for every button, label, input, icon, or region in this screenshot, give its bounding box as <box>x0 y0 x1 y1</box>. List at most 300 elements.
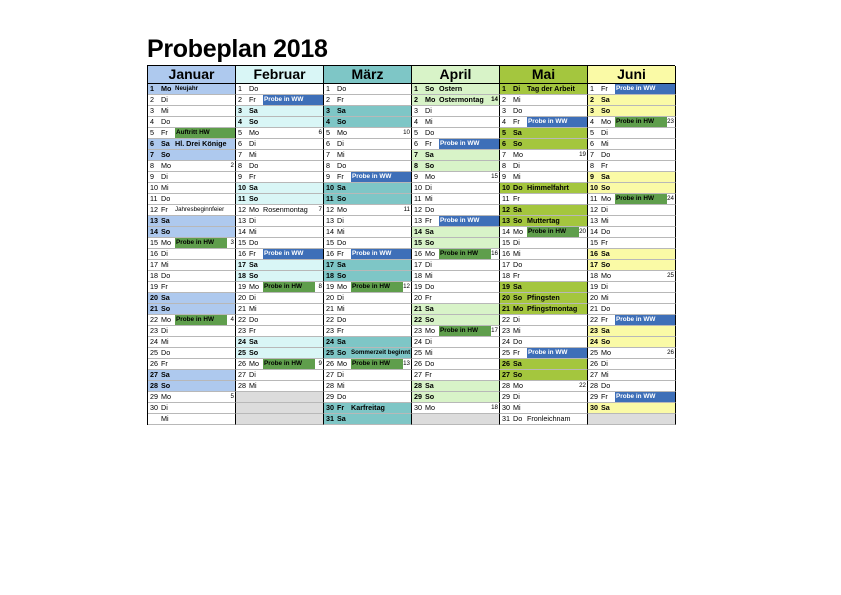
day-number: 30 <box>150 403 158 412</box>
weekday-name: Mi <box>425 194 433 203</box>
weekday-name: Mi <box>337 227 345 236</box>
weekday-name: Mi <box>513 326 521 335</box>
weekday-name: Fr <box>249 95 256 104</box>
day-cell <box>412 381 500 392</box>
day-number: 6 <box>414 139 418 148</box>
weekday-name: Di <box>425 183 432 192</box>
day-number: 3 <box>414 106 418 115</box>
day-number: 5 <box>326 128 330 137</box>
day-cell <box>500 403 588 414</box>
week-number: 16 <box>491 250 498 257</box>
week-number: 14 <box>491 96 498 103</box>
weekday-name: Di <box>513 238 520 247</box>
weekday-name: So <box>425 315 435 324</box>
weekday-name: Fr <box>513 117 520 126</box>
day-number: 28 <box>238 381 246 390</box>
day-number: 17 <box>326 260 334 269</box>
day-cell <box>412 260 500 271</box>
day-cell <box>500 392 588 403</box>
day-cell <box>500 293 588 304</box>
event-badge: Probe in WW <box>263 249 323 259</box>
day-cell <box>412 337 500 348</box>
weekday-name: Sa <box>161 216 170 225</box>
weekday-name: Fr <box>337 403 345 412</box>
day-number: 28 <box>502 381 510 390</box>
day-number: 5 <box>414 128 418 137</box>
weekday-name: So <box>425 392 435 401</box>
day-cell <box>588 359 676 370</box>
day-cell <box>588 370 676 381</box>
weekday-name: Sa <box>337 106 346 115</box>
day-cell <box>412 293 500 304</box>
day-cell <box>412 117 500 128</box>
month-header-apr: April <box>412 66 500 84</box>
day-cell <box>324 161 412 172</box>
weekday-name: Di <box>249 293 256 302</box>
day-cell <box>324 271 412 282</box>
weekday-name: Fr <box>513 194 520 203</box>
day-number: 6 <box>238 139 242 148</box>
day-number: 19 <box>326 282 334 291</box>
day-number: 26 <box>590 359 598 368</box>
day-cell <box>324 84 412 95</box>
weekday-name: Di <box>337 293 344 302</box>
week-number: 2 <box>230 162 234 169</box>
day-cell <box>588 84 676 95</box>
day-number: 8 <box>414 161 418 170</box>
day-number: 4 <box>150 117 154 126</box>
day-cell <box>412 150 500 161</box>
weekday-name: Mo <box>249 128 259 137</box>
day-cell <box>500 238 588 249</box>
weekday-name: Sa <box>161 293 170 302</box>
week-number: 13 <box>403 360 410 367</box>
weekday-name: Do <box>161 271 171 280</box>
weekday-name: Fr <box>425 293 432 302</box>
day-number: 15 <box>502 238 510 247</box>
weekday-name: Mo <box>425 172 435 181</box>
day-cell <box>236 238 324 249</box>
day-cell <box>412 315 500 326</box>
event-badge: Probe in HW <box>263 282 315 292</box>
day-number: 8 <box>150 161 154 170</box>
weekday-name: Di <box>425 260 432 269</box>
weekday-name: Mi <box>161 106 169 115</box>
weekday-name: Mi <box>513 172 521 181</box>
day-cell <box>324 370 412 381</box>
day-number: 22 <box>502 315 510 324</box>
day-cell <box>324 359 412 370</box>
day-cell <box>324 304 412 315</box>
day-cell <box>236 139 324 150</box>
day-number: 22 <box>238 315 246 324</box>
day-cell <box>500 381 588 392</box>
day-number: 8 <box>238 161 242 170</box>
weekday-name: Mi <box>601 293 609 302</box>
weekday-name: So <box>249 194 259 203</box>
day-number: 22 <box>150 315 158 324</box>
weekday-name: Mo <box>425 326 435 335</box>
weekday-name: Di <box>249 216 256 225</box>
day-number: 29 <box>414 392 422 401</box>
day-cell <box>324 282 412 293</box>
day-number: 6 <box>326 139 330 148</box>
weekday-name: So <box>601 337 611 346</box>
weekday-name: Mo <box>513 227 523 236</box>
weekday-name: Sa <box>425 150 434 159</box>
day-number: 2 <box>238 95 242 104</box>
weekday-name: Sa <box>337 337 346 346</box>
day-number: 2 <box>150 95 154 104</box>
day-cell <box>588 249 676 260</box>
weekday-name: Di <box>161 95 168 104</box>
day-number: 27 <box>150 370 158 379</box>
day-number: 11 <box>502 194 510 203</box>
week-number: 15 <box>491 173 498 180</box>
day-number: 28 <box>590 381 598 390</box>
day-number: 19 <box>150 282 158 291</box>
event-badge: Probe in HW <box>527 227 579 237</box>
day-cell <box>236 183 324 194</box>
weekday-name: Fr <box>425 370 432 379</box>
day-number: 29 <box>590 392 598 401</box>
day-cell <box>500 348 588 359</box>
day-cell <box>412 95 500 106</box>
day-number: 18 <box>502 271 510 280</box>
day-cell <box>412 304 500 315</box>
weekday-name: So <box>337 117 347 126</box>
day-cell <box>412 370 500 381</box>
day-number: 9 <box>502 172 506 181</box>
weekday-name: Sa <box>425 381 434 390</box>
day-cell <box>324 95 412 106</box>
weekday-name: Di <box>249 370 256 379</box>
week-number: 20 <box>579 228 586 235</box>
day-cell <box>236 381 324 392</box>
day-number: 23 <box>238 326 246 335</box>
day-number: 19 <box>238 282 246 291</box>
day-cell <box>588 414 676 425</box>
week-number: 7 <box>318 206 322 213</box>
month-header-jun: Juni <box>588 66 676 84</box>
day-number: 17 <box>238 260 246 269</box>
weekday-name: Di <box>337 216 344 225</box>
day-cell <box>588 271 676 282</box>
weekday-name: Sa <box>601 326 610 335</box>
weekday-name: Mo <box>425 249 435 258</box>
day-number: 22 <box>414 315 422 324</box>
month-column-apr <box>412 66 500 425</box>
week-number: 9 <box>318 360 322 367</box>
holiday-label: Sommerzeit beginnt <box>351 349 411 356</box>
weekday-name: Mo <box>161 238 171 247</box>
day-number: 23 <box>502 326 510 335</box>
weekday-name: Fr <box>249 172 256 181</box>
weekday-name: So <box>249 271 259 280</box>
day-cell <box>148 315 236 326</box>
day-cell <box>412 227 500 238</box>
day-cell <box>324 117 412 128</box>
day-number: 19 <box>590 282 598 291</box>
day-cell <box>236 326 324 337</box>
day-number: 8 <box>326 161 330 170</box>
day-cell <box>500 150 588 161</box>
weekday-name: So <box>337 271 347 280</box>
day-cell <box>588 304 676 315</box>
weekday-name: Di <box>425 337 432 346</box>
day-number: 16 <box>150 249 158 258</box>
day-cell <box>236 150 324 161</box>
weekday-name: Fr <box>425 139 432 148</box>
day-cell <box>500 161 588 172</box>
holiday-label: Pfingstmontag <box>527 304 578 313</box>
weekday-name: Di <box>337 370 344 379</box>
day-cell <box>324 128 412 139</box>
day-number: 27 <box>238 370 246 379</box>
day-number: 24 <box>414 337 422 346</box>
day-cell <box>324 172 412 183</box>
day-cell <box>236 359 324 370</box>
day-number: 1 <box>150 84 154 93</box>
day-number: 12 <box>238 205 246 214</box>
weekday-name: Fr <box>601 238 608 247</box>
day-cell <box>148 414 236 425</box>
day-number: 30 <box>326 403 334 412</box>
weekday-name: Sa <box>249 183 258 192</box>
day-cell <box>588 260 676 271</box>
day-number: 1 <box>590 84 594 93</box>
day-number: 18 <box>150 271 158 280</box>
day-cell <box>236 205 324 216</box>
day-cell <box>588 95 676 106</box>
weekday-name: Fr <box>249 249 256 258</box>
holiday-label: Ostern <box>439 84 463 93</box>
day-cell <box>500 84 588 95</box>
week-number: 22 <box>579 382 586 389</box>
day-number: 24 <box>502 337 510 346</box>
day-cell <box>324 183 412 194</box>
day-number: 26 <box>414 359 422 368</box>
day-cell <box>588 348 676 359</box>
weekday-name: So <box>161 304 171 313</box>
weekday-name: Do <box>601 381 611 390</box>
day-number: 13 <box>590 216 598 225</box>
day-cell <box>324 348 412 359</box>
week-number: 19 <box>579 151 586 158</box>
weekday-name: Fr <box>337 326 344 335</box>
day-cell <box>500 194 588 205</box>
day-cell <box>324 249 412 260</box>
day-number: 2 <box>326 95 330 104</box>
weekday-name: Do <box>425 282 435 291</box>
weekday-name: Sa <box>249 106 258 115</box>
day-number: 30 <box>414 403 422 412</box>
day-cell <box>588 194 676 205</box>
day-cell <box>588 227 676 238</box>
day-number: 6 <box>150 139 154 148</box>
day-cell <box>148 392 236 403</box>
day-cell <box>500 282 588 293</box>
day-cell <box>500 249 588 260</box>
day-cell <box>148 370 236 381</box>
day-number: 16 <box>590 249 598 258</box>
day-number: 12 <box>502 205 510 214</box>
month-column-mar <box>324 66 412 425</box>
weekday-name: Do <box>601 227 611 236</box>
day-cell <box>500 205 588 216</box>
day-number: 29 <box>326 392 334 401</box>
day-number: 15 <box>326 238 334 247</box>
day-number: 14 <box>238 227 246 236</box>
day-cell <box>148 139 236 150</box>
event-badge: Probe in WW <box>351 172 411 182</box>
day-cell <box>500 304 588 315</box>
holiday-label: Himmelfahrt <box>527 183 569 192</box>
day-cell <box>236 84 324 95</box>
day-number: 13 <box>238 216 246 225</box>
day-number: 14 <box>414 227 422 236</box>
day-cell <box>500 216 588 227</box>
weekday-name: Fr <box>601 84 608 93</box>
day-number: 20 <box>590 293 598 302</box>
week-number: 12 <box>403 283 410 290</box>
week-number: 11 <box>403 206 410 213</box>
day-number: 17 <box>502 260 510 269</box>
day-cell <box>500 260 588 271</box>
day-cell <box>412 359 500 370</box>
event-badge: Probe in HW <box>263 359 315 369</box>
weekday-name: Mo <box>513 381 523 390</box>
day-cell <box>236 403 324 414</box>
day-number: 23 <box>590 326 598 335</box>
weekday-name: Do <box>249 238 259 247</box>
month-header-jan: Januar <box>148 66 236 84</box>
weekday-name: Fr <box>601 392 608 401</box>
day-cell <box>148 260 236 271</box>
weekday-name: Mo <box>337 205 347 214</box>
day-cell <box>500 183 588 194</box>
day-cell <box>412 139 500 150</box>
week-number: 5 <box>230 393 234 400</box>
day-number: 28 <box>150 381 158 390</box>
day-number: 25 <box>326 348 334 357</box>
weekday-name: So <box>601 260 611 269</box>
day-number: 23 <box>326 326 334 335</box>
holiday-label: Tag der Arbeit <box>527 84 575 93</box>
weekday-name: Mi <box>513 249 521 258</box>
day-cell <box>148 381 236 392</box>
weekday-name: Mo <box>601 271 611 280</box>
day-number: 27 <box>414 370 422 379</box>
day-number: 10 <box>590 183 598 192</box>
day-number: 12 <box>150 205 158 214</box>
month-header-mar: März <box>324 66 412 84</box>
day-number: 16 <box>326 249 334 258</box>
weekday-name: Fr <box>601 161 608 170</box>
day-cell <box>236 271 324 282</box>
day-number: 10 <box>326 183 334 192</box>
day-cell <box>324 414 412 425</box>
weekday-name: So <box>425 161 435 170</box>
day-cell <box>236 161 324 172</box>
day-cell <box>236 128 324 139</box>
weekday-name: So <box>513 216 523 225</box>
weekday-name: Mi <box>601 139 609 148</box>
day-cell <box>412 348 500 359</box>
week-number: 23 <box>667 118 674 125</box>
day-cell <box>588 183 676 194</box>
day-cell <box>500 414 588 425</box>
day-number: 18 <box>238 271 246 280</box>
event-badge: Probe in WW <box>439 139 499 149</box>
day-cell <box>324 403 412 414</box>
day-cell <box>324 315 412 326</box>
weekday-name: Mi <box>425 117 433 126</box>
day-cell <box>500 326 588 337</box>
weekday-name: Mi <box>513 95 521 104</box>
day-cell <box>148 150 236 161</box>
day-number: 18 <box>326 271 334 280</box>
day-cell <box>500 227 588 238</box>
day-cell <box>324 238 412 249</box>
day-cell <box>148 161 236 172</box>
day-cell <box>236 304 324 315</box>
day-cell <box>588 106 676 117</box>
weekday-name: Mi <box>249 304 257 313</box>
weekday-name: Sa <box>601 95 610 104</box>
day-cell <box>236 414 324 425</box>
day-cell <box>236 194 324 205</box>
weekday-name: Mi <box>337 381 345 390</box>
weekday-name: Mo <box>161 315 171 324</box>
day-cell <box>500 271 588 282</box>
weekday-name: Do <box>249 161 259 170</box>
weekday-name: Sa <box>601 172 610 181</box>
day-cell <box>236 95 324 106</box>
weekday-name: Di <box>513 84 521 93</box>
weekday-name: Do <box>161 348 171 357</box>
holiday-label: Karfreitag <box>351 403 385 412</box>
day-cell <box>236 106 324 117</box>
week-number: 3 <box>230 239 234 246</box>
day-number: 25 <box>590 348 598 357</box>
weekday-name: Fr <box>513 271 520 280</box>
weekday-name: Mi <box>337 150 345 159</box>
weekday-name: Mo <box>337 128 347 137</box>
day-number: 13 <box>150 216 158 225</box>
weekday-name: Mo <box>337 359 347 368</box>
day-cell <box>412 106 500 117</box>
weekday-name: Mo <box>513 304 524 313</box>
weekday-name: Sa <box>425 304 434 313</box>
weekday-name: Mo <box>425 403 435 412</box>
weekday-name: Fr <box>161 128 168 137</box>
holiday-label: Rosenmontag <box>263 205 308 214</box>
day-cell <box>412 194 500 205</box>
day-cell <box>588 139 676 150</box>
weekday-name: Mo <box>337 282 347 291</box>
day-number: 7 <box>326 150 330 159</box>
weekday-name: Do <box>601 304 611 313</box>
day-cell <box>324 381 412 392</box>
day-number: 11 <box>326 194 334 203</box>
event-badge: Probe in HW <box>351 359 403 369</box>
day-number: 20 <box>414 293 422 302</box>
weekday-name: Sa <box>161 139 170 148</box>
day-cell <box>148 128 236 139</box>
day-cell <box>500 172 588 183</box>
day-cell <box>148 293 236 304</box>
